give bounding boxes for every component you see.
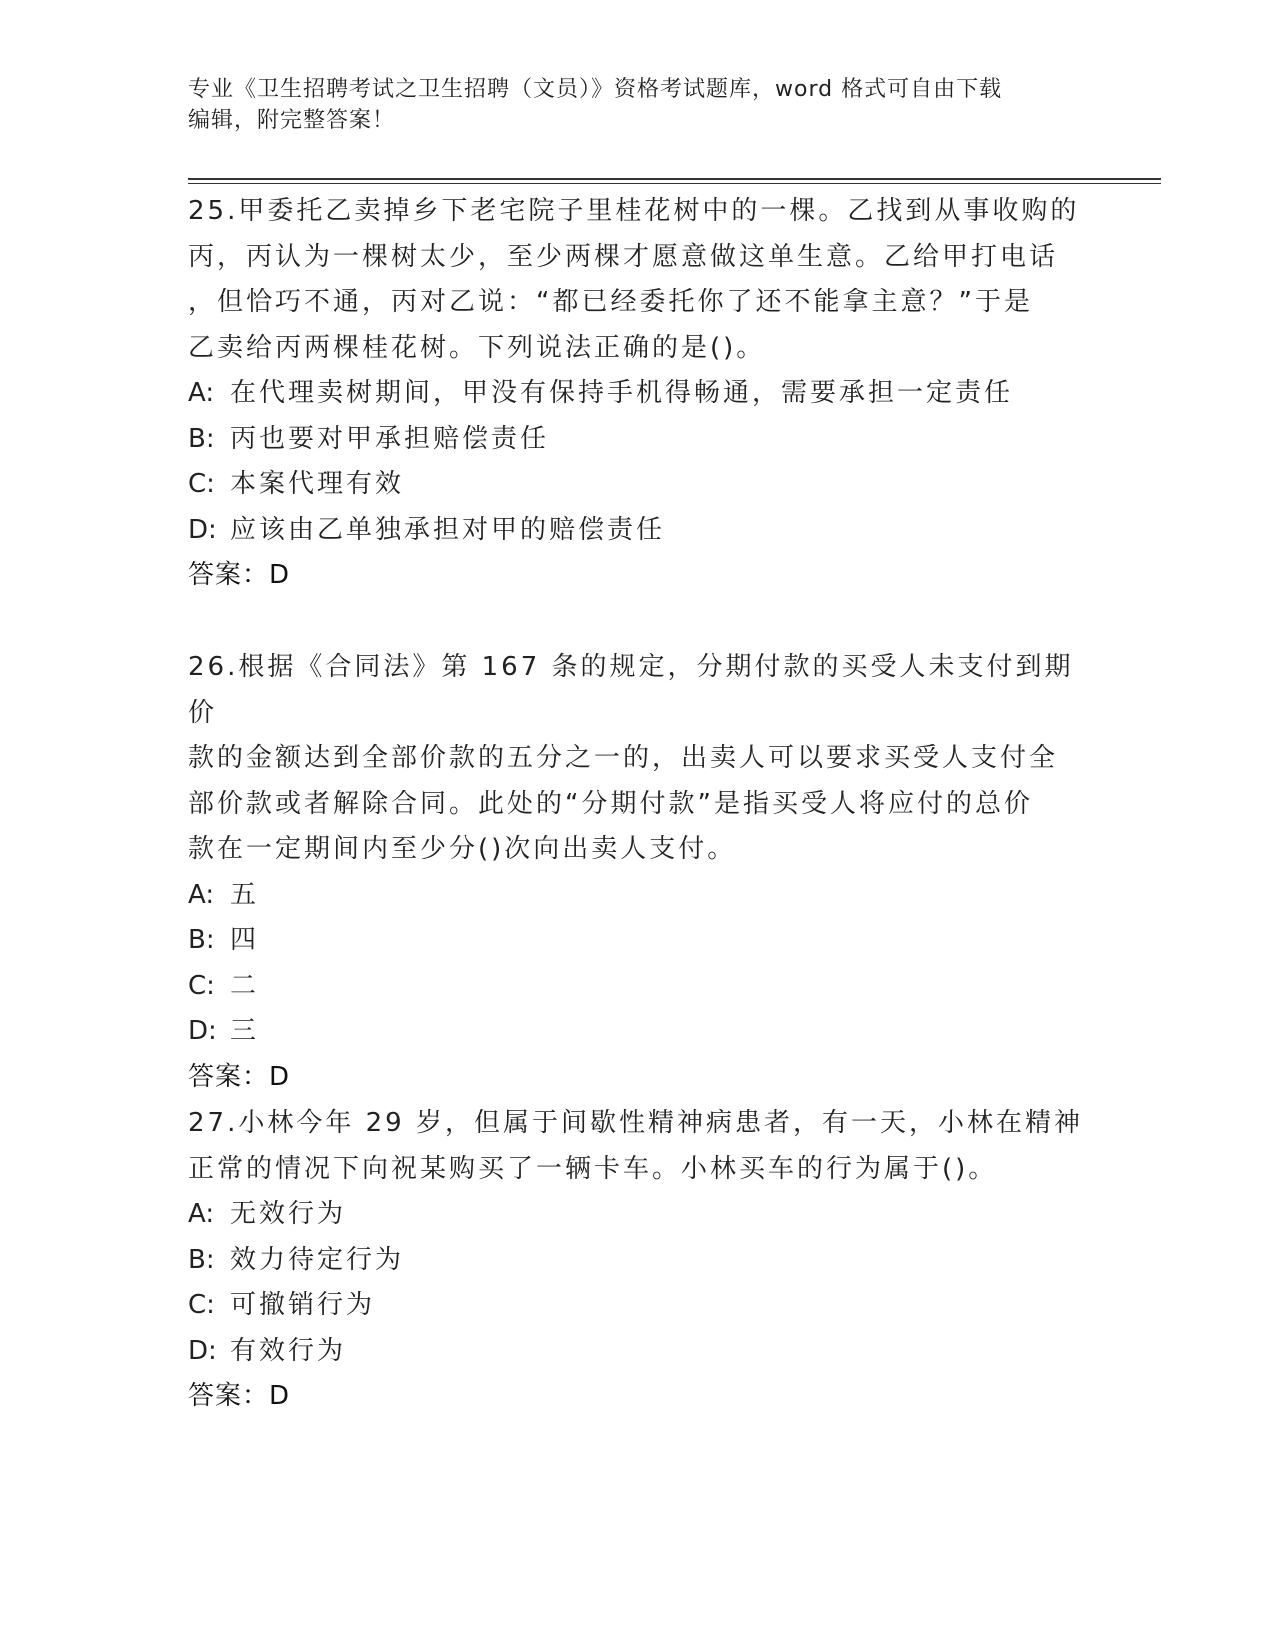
option-text: 三 <box>230 1016 260 1046</box>
option-a <box>188 1192 1088 1238</box>
answer-line: 答案：D <box>188 560 291 590</box>
option-d <box>188 1329 1088 1375</box>
option-text: 五 <box>230 879 260 910</box>
option-c <box>188 462 1088 508</box>
option-b <box>188 1238 1088 1284</box>
option-letter: D: <box>188 514 217 545</box>
option-text: 应该由乙单独承担对甲的赔偿责任 <box>230 514 666 545</box>
question-stem-line: 丙，丙认为一棵树太少，至少两棵才愿意做这单生意。乙给甲打电话 <box>188 241 1059 272</box>
option-d <box>188 508 1088 554</box>
option-c <box>188 964 1088 1010</box>
question-stem-line: 款在一定期间内至少分()次向出卖人支付。 <box>188 834 737 864</box>
answer-line: 答案：D <box>188 1061 291 1092</box>
option-a <box>188 873 1088 919</box>
option-letter: A: <box>188 879 215 910</box>
header-divider-thick <box>188 178 1161 180</box>
option-letter: C: <box>188 469 215 499</box>
option-text: 二 <box>230 970 260 1001</box>
option-letter: B: <box>188 925 215 955</box>
question-stem-line: 正常的情况下向祝某购买了一辆卡车。小林买车的行为属于()。 <box>188 1153 998 1184</box>
option-a <box>188 371 1088 417</box>
option-text: 无效行为 <box>230 1199 347 1229</box>
question-27 <box>188 1101 1088 1420</box>
option-letter: D: <box>188 1335 217 1366</box>
option-text: 丙也要对甲承担赔偿责任 <box>230 423 550 454</box>
option-letter: A: <box>188 1199 215 1229</box>
question-25 <box>188 189 1088 599</box>
option-letter: D: <box>188 1016 217 1046</box>
option-b <box>188 918 1088 964</box>
option-text: 可撤销行为 <box>230 1290 376 1320</box>
option-d <box>188 1009 1088 1055</box>
header-line-2: 编辑，附完整答案！ <box>188 108 396 133</box>
question-26 <box>188 645 1088 1100</box>
question-stem-line: 27.小林今年 29 岁，但属于间歇性精神病患者，有一天，小林在精神 <box>188 1108 1083 1138</box>
option-text: 有效行为 <box>230 1335 347 1366</box>
header-divider-thin <box>188 183 1161 184</box>
option-letter: C: <box>188 970 215 1001</box>
document-header <box>188 74 1088 136</box>
option-letter: A: <box>188 378 215 408</box>
option-text: 四 <box>230 925 260 955</box>
option-letter: B: <box>188 423 215 454</box>
question-stem-line: ，但恰巧不通，丙对乙说：“都已经委托你了还不能拿主意？”于是 <box>188 287 1033 317</box>
answer-line: 答案：D <box>188 1381 291 1411</box>
question-stem-line: 款的金额达到全部价款的五分之一的，出卖人可以要求买受人支付全 <box>188 743 1059 773</box>
header-line-1: 专业《卫生招聘考试之卫生招聘（文员）》资格考试题库，word 格式可自由下载 <box>188 77 1003 102</box>
option-text: 本案代理有效 <box>230 469 405 499</box>
option-letter: C: <box>188 1290 215 1320</box>
option-text: 在代理卖树期间，甲没有保持手机得畅通，需要承担一定责任 <box>230 378 1014 408</box>
option-text: 效力待定行为 <box>230 1244 405 1275</box>
question-stem-line: 乙卖给丙两棵桂花树。下列说法正确的是()。 <box>188 332 766 363</box>
option-letter: B: <box>188 1244 215 1275</box>
question-stem-line: 25.甲委托乙卖掉乡下老宅院子里桂花树中的一棵。乙找到从事收购的 <box>188 196 1080 226</box>
option-c <box>188 1283 1088 1329</box>
option-b <box>188 417 1088 463</box>
question-stem-line: 26.根据《合同法》第 167 条的规定，分期付款的买受人未支付到期价 <box>188 652 1074 728</box>
question-stem-line: 部价款或者解除合同。此处的“分期付款”是指买受人将应付的总价 <box>188 788 1033 819</box>
